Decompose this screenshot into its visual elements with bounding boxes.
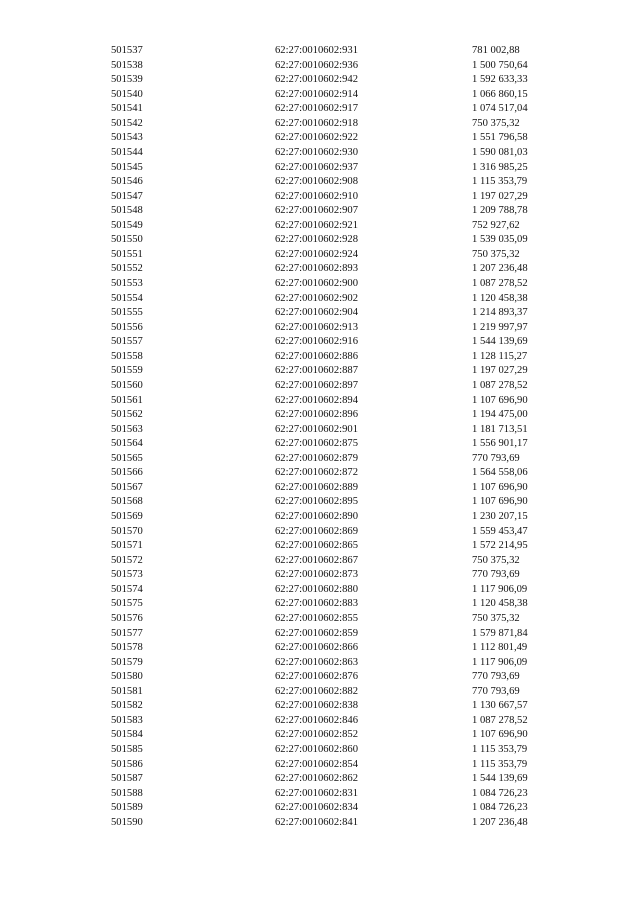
table-row bbox=[0, 481, 640, 496]
cadastral-number: 62:27:0010602:907 bbox=[275, 205, 358, 217]
cadastral-value: 1 115 353,79 bbox=[472, 758, 528, 770]
cadastral-value: 1 115 353,79 bbox=[472, 176, 528, 188]
table-row bbox=[0, 350, 640, 365]
cadastral-value: 1 572 214,95 bbox=[472, 540, 528, 552]
table-row bbox=[0, 175, 640, 190]
record-number: 501538 bbox=[111, 59, 143, 71]
cadastral-number: 62:27:0010602:922 bbox=[275, 132, 358, 144]
record-number: 501555 bbox=[111, 307, 143, 319]
record-number: 501586 bbox=[111, 758, 143, 770]
cadastral-number: 62:27:0010602:887 bbox=[275, 365, 358, 377]
table-row bbox=[0, 102, 640, 117]
cadastral-number: 62:27:0010602:873 bbox=[275, 569, 358, 581]
table-row bbox=[0, 292, 640, 307]
record-number: 501562 bbox=[111, 409, 143, 421]
record-number: 501565 bbox=[111, 452, 143, 464]
table-row bbox=[0, 641, 640, 656]
record-number: 501550 bbox=[111, 234, 143, 246]
cadastral-value: 1 316 985,25 bbox=[472, 161, 528, 173]
cadastral-value: 1 544 139,69 bbox=[472, 773, 528, 785]
cadastral-number: 62:27:0010602:913 bbox=[275, 321, 358, 333]
record-number: 501549 bbox=[111, 219, 143, 231]
table-row bbox=[0, 394, 640, 409]
cadastral-number: 62:27:0010602:928 bbox=[275, 234, 358, 246]
cadastral-number: 62:27:0010602:841 bbox=[275, 816, 358, 828]
record-number: 501552 bbox=[111, 263, 143, 275]
table-row bbox=[0, 525, 640, 540]
record-number: 501573 bbox=[111, 569, 143, 581]
cadastral-number: 62:27:0010602:904 bbox=[275, 307, 358, 319]
table-row bbox=[0, 248, 640, 263]
cadastral-value: 1 130 667,57 bbox=[472, 700, 528, 712]
table-row bbox=[0, 816, 640, 831]
table-row bbox=[0, 583, 640, 598]
table-row bbox=[0, 495, 640, 510]
cadastral-value: 1 539 035,09 bbox=[472, 234, 528, 246]
record-number: 501557 bbox=[111, 336, 143, 348]
table-row bbox=[0, 131, 640, 146]
table-row bbox=[0, 772, 640, 787]
table-row bbox=[0, 685, 640, 700]
cadastral-number: 62:27:0010602:930 bbox=[275, 146, 358, 158]
cadastral-value: 1 194 475,00 bbox=[472, 409, 528, 421]
cadastral-value: 1 107 696,90 bbox=[472, 394, 528, 406]
cadastral-number: 62:27:0010602:910 bbox=[275, 190, 358, 202]
cadastral-number: 62:27:0010602:901 bbox=[275, 423, 358, 435]
record-number: 501561 bbox=[111, 394, 143, 406]
cadastral-value: 1 197 027,29 bbox=[472, 190, 528, 202]
table-row bbox=[0, 728, 640, 743]
cadastral-value: 1 551 796,58 bbox=[472, 132, 528, 144]
record-number: 501581 bbox=[111, 685, 143, 697]
cadastral-number: 62:27:0010602:914 bbox=[275, 88, 358, 100]
record-number: 501590 bbox=[111, 816, 143, 828]
cadastral-number: 62:27:0010602:879 bbox=[275, 452, 358, 464]
cadastral-number: 62:27:0010602:865 bbox=[275, 540, 358, 552]
record-number: 501569 bbox=[111, 511, 143, 522]
record-number: 501583 bbox=[111, 714, 143, 726]
cadastral-value: 1 207 236,48 bbox=[472, 263, 528, 275]
cadastral-value: 1 066 860,15 bbox=[472, 88, 528, 100]
cadastral-number: 62:27:0010602:936 bbox=[275, 59, 358, 71]
record-number: 501577 bbox=[111, 627, 143, 639]
table-row bbox=[0, 364, 640, 379]
record-number: 501568 bbox=[111, 496, 143, 508]
cadastral-number: 62:27:0010602:895 bbox=[275, 496, 358, 508]
table-row bbox=[0, 219, 640, 234]
table-row bbox=[0, 627, 640, 642]
table-row bbox=[0, 117, 640, 132]
cadastral-number: 62:27:0010602:866 bbox=[275, 642, 358, 654]
cadastral-number: 62:27:0010602:921 bbox=[275, 219, 358, 231]
cadastral-number: 62:27:0010602:860 bbox=[275, 744, 358, 755]
cadastral-number: 62:27:0010602:889 bbox=[275, 481, 358, 493]
cadastral-number: 62:27:0010602:876 bbox=[275, 671, 358, 683]
cadastral-value: 750 375,32 bbox=[472, 117, 520, 129]
cadastral-value: 1 500 750,64 bbox=[472, 59, 528, 71]
record-number: 501537 bbox=[111, 45, 143, 56]
cadastral-number: 62:27:0010602:908 bbox=[275, 176, 358, 188]
record-number: 501576 bbox=[111, 612, 143, 624]
record-number: 501553 bbox=[111, 278, 143, 289]
record-number: 501589 bbox=[111, 802, 143, 814]
table-row bbox=[0, 612, 640, 627]
table-row bbox=[0, 379, 640, 394]
cadastral-value: 1 074 517,04 bbox=[472, 103, 528, 115]
cadastral-number: 62:27:0010602:917 bbox=[275, 103, 358, 115]
record-number: 501539 bbox=[111, 74, 143, 86]
cadastral-number: 62:27:0010602:862 bbox=[275, 773, 358, 785]
cadastral-number: 62:27:0010602:886 bbox=[275, 350, 358, 362]
cadastral-number: 62:27:0010602:863 bbox=[275, 656, 358, 668]
table-row bbox=[0, 743, 640, 758]
record-number: 501567 bbox=[111, 481, 143, 493]
cadastral-number: 62:27:0010602:880 bbox=[275, 583, 358, 595]
cadastral-value: 750 375,32 bbox=[472, 248, 520, 260]
cadastral-number: 62:27:0010602:900 bbox=[275, 278, 358, 289]
record-number: 501572 bbox=[111, 554, 143, 566]
cadastral-value: 1 084 726,23 bbox=[472, 802, 528, 814]
table-row bbox=[0, 306, 640, 321]
cadastral-value: 1 544 139,69 bbox=[472, 336, 528, 348]
table-row bbox=[0, 554, 640, 569]
cadastral-number: 62:27:0010602:882 bbox=[275, 685, 358, 697]
cadastral-value: 1 084 726,23 bbox=[472, 787, 528, 799]
table-row bbox=[0, 801, 640, 816]
cadastral-value: 1 128 115,27 bbox=[472, 350, 528, 362]
cadastral-value: 1 112 801,49 bbox=[472, 642, 528, 654]
record-number: 501559 bbox=[111, 365, 143, 377]
cadastral-value: 1 214 893,37 bbox=[472, 307, 528, 319]
cadastral-number: 62:27:0010602:931 bbox=[275, 45, 358, 56]
cadastral-number: 62:27:0010602:916 bbox=[275, 336, 358, 348]
table-row bbox=[0, 510, 640, 525]
cadastral-value: 752 927,62 bbox=[472, 219, 520, 231]
record-number: 501580 bbox=[111, 671, 143, 683]
table-row bbox=[0, 59, 640, 74]
record-number: 501571 bbox=[111, 540, 143, 552]
cadastral-number: 62:27:0010602:859 bbox=[275, 627, 358, 639]
table-row bbox=[0, 146, 640, 161]
cadastral-number: 62:27:0010602:890 bbox=[275, 511, 358, 522]
table-row bbox=[0, 597, 640, 612]
table-row bbox=[0, 699, 640, 714]
record-number: 501545 bbox=[111, 161, 143, 173]
cadastral-value: 770 793,69 bbox=[472, 671, 520, 683]
table-row bbox=[0, 262, 640, 277]
cadastral-value: 1 120 458,38 bbox=[472, 292, 528, 304]
table-row bbox=[0, 437, 640, 452]
cadastral-value: 1 230 207,15 bbox=[472, 511, 528, 522]
cadastral-value: 1 107 696,90 bbox=[472, 729, 528, 741]
record-number: 501579 bbox=[111, 656, 143, 668]
table-row bbox=[0, 190, 640, 205]
cadastral-value: 1 209 788,78 bbox=[472, 205, 528, 217]
record-number: 501563 bbox=[111, 423, 143, 435]
cadastral-value: 750 375,32 bbox=[472, 554, 520, 566]
cadastral-number: 62:27:0010602:918 bbox=[275, 117, 358, 129]
table-row bbox=[0, 321, 640, 336]
cadastral-value: 1 559 453,47 bbox=[472, 525, 528, 537]
table-row bbox=[0, 714, 640, 729]
table-row bbox=[0, 335, 640, 350]
cadastral-number: 62:27:0010602:852 bbox=[275, 729, 358, 741]
table-row bbox=[0, 452, 640, 467]
record-number: 501578 bbox=[111, 642, 143, 654]
table-row bbox=[0, 73, 640, 88]
cadastral-value: 1 181 713,51 bbox=[472, 423, 528, 435]
record-number: 501560 bbox=[111, 379, 143, 391]
cadastral-value: 750 375,32 bbox=[472, 612, 520, 624]
table-row bbox=[0, 88, 640, 103]
record-number: 501564 bbox=[111, 438, 143, 450]
cadastral-value: 1 592 633,33 bbox=[472, 74, 528, 86]
table-row bbox=[0, 277, 640, 292]
table-row bbox=[0, 568, 640, 583]
cadastral-value: 1 579 871,84 bbox=[472, 627, 528, 639]
cadastral-number: 62:27:0010602:869 bbox=[275, 525, 358, 537]
cadastral-value: 1 590 081,03 bbox=[472, 146, 528, 158]
cadastral-number: 62:27:0010602:924 bbox=[275, 248, 358, 260]
cadastral-value: 1 197 027,29 bbox=[472, 365, 528, 377]
cadastral-value: 1 117 906,09 bbox=[472, 656, 528, 668]
cadastral-number: 62:27:0010602:867 bbox=[275, 554, 358, 566]
cadastral-number: 62:27:0010602:937 bbox=[275, 161, 358, 173]
cadastral-value: 1 120 458,38 bbox=[472, 598, 528, 610]
cadastral-number: 62:27:0010602:875 bbox=[275, 438, 358, 450]
table-row bbox=[0, 656, 640, 671]
table-row bbox=[0, 670, 640, 685]
record-number: 501558 bbox=[111, 350, 143, 362]
cadastral-number: 62:27:0010602:893 bbox=[275, 263, 358, 275]
cadastral-value: 770 793,69 bbox=[472, 685, 520, 697]
cadastral-number: 62:27:0010602:831 bbox=[275, 787, 358, 799]
record-number: 501566 bbox=[111, 467, 143, 479]
cadastral-value: 1 087 278,52 bbox=[472, 278, 528, 289]
document-table bbox=[0, 44, 640, 830]
table-row bbox=[0, 787, 640, 802]
record-number: 501570 bbox=[111, 525, 143, 537]
cadastral-value: 1 117 906,09 bbox=[472, 583, 528, 595]
cadastral-value: 1 556 901,17 bbox=[472, 438, 528, 450]
record-number: 501540 bbox=[111, 88, 143, 100]
record-number: 501548 bbox=[111, 205, 143, 217]
cadastral-number: 62:27:0010602:872 bbox=[275, 467, 358, 479]
cadastral-value: 1 219 997,97 bbox=[472, 321, 528, 333]
cadastral-value: 1 115 353,79 bbox=[472, 744, 528, 755]
cadastral-number: 62:27:0010602:897 bbox=[275, 379, 358, 391]
record-number: 501546 bbox=[111, 176, 143, 188]
cadastral-number: 62:27:0010602:894 bbox=[275, 394, 358, 406]
table-row bbox=[0, 539, 640, 554]
cadastral-value: 1 087 278,52 bbox=[472, 379, 528, 391]
cadastral-value: 1 207 236,48 bbox=[472, 816, 528, 828]
record-number: 501585 bbox=[111, 744, 143, 755]
record-number: 501551 bbox=[111, 248, 143, 260]
cadastral-number: 62:27:0010602:854 bbox=[275, 758, 358, 770]
cadastral-number: 62:27:0010602:834 bbox=[275, 802, 358, 814]
table-row bbox=[0, 466, 640, 481]
cadastral-number: 62:27:0010602:855 bbox=[275, 612, 358, 624]
record-number: 501544 bbox=[111, 146, 143, 158]
table-row bbox=[0, 423, 640, 438]
cadastral-value: 1 107 696,90 bbox=[472, 496, 528, 508]
cadastral-number: 62:27:0010602:846 bbox=[275, 714, 358, 726]
table-row bbox=[0, 204, 640, 219]
record-number: 501574 bbox=[111, 583, 143, 595]
record-number: 501587 bbox=[111, 773, 143, 785]
cadastral-number: 62:27:0010602:838 bbox=[275, 700, 358, 712]
cadastral-number: 62:27:0010602:896 bbox=[275, 409, 358, 421]
table-row bbox=[0, 161, 640, 176]
record-number: 501584 bbox=[111, 729, 143, 741]
cadastral-number: 62:27:0010602:883 bbox=[275, 598, 358, 610]
cadastral-value: 1 087 278,52 bbox=[472, 714, 528, 726]
record-number: 501542 bbox=[111, 117, 143, 129]
record-number: 501543 bbox=[111, 132, 143, 144]
record-number: 501588 bbox=[111, 787, 143, 799]
record-number: 501575 bbox=[111, 598, 143, 610]
record-number: 501541 bbox=[111, 103, 143, 115]
cadastral-value: 770 793,69 bbox=[472, 569, 520, 581]
record-number: 501547 bbox=[111, 190, 143, 202]
cadastral-value: 1 107 696,90 bbox=[472, 481, 528, 493]
table-row bbox=[0, 758, 640, 773]
table-row bbox=[0, 233, 640, 248]
cadastral-value: 781 002,88 bbox=[472, 45, 520, 56]
record-number: 501554 bbox=[111, 292, 143, 304]
table-row bbox=[0, 44, 640, 59]
cadastral-number: 62:27:0010602:902 bbox=[275, 292, 358, 304]
cadastral-number: 62:27:0010602:942 bbox=[275, 74, 358, 86]
cadastral-value: 1 564 558,06 bbox=[472, 467, 528, 479]
record-number: 501556 bbox=[111, 321, 143, 333]
table-row bbox=[0, 408, 640, 423]
cadastral-value: 770 793,69 bbox=[472, 452, 520, 464]
record-number: 501582 bbox=[111, 700, 143, 712]
